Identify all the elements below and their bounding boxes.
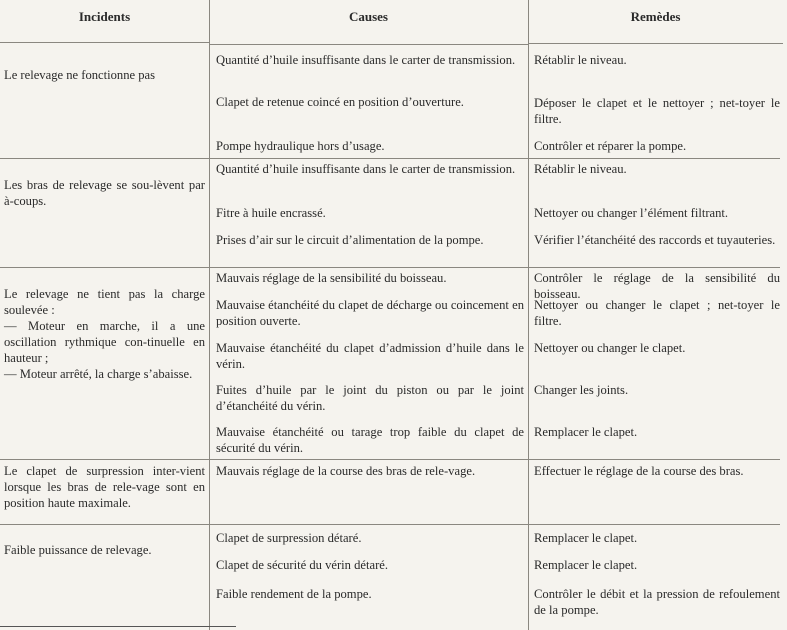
remede-text: Contrôler le réglage de la sensibilité du boisseau. — [534, 271, 780, 301]
remede-text: Nettoyer ou changer le clapet. — [534, 341, 686, 355]
header-rule — [0, 42, 209, 43]
header-remedes: Remèdes — [630, 9, 681, 24]
remede-text: Nettoyer ou changer l’élément filtrant. — [534, 206, 729, 220]
cause-text: Prises d’air sur le circuit d’alimentation de la pompe. — [216, 233, 484, 247]
header-incidents: Incidents — [78, 9, 131, 24]
remede-text: Rétablir le niveau. — [534, 53, 627, 67]
row-separator — [0, 459, 780, 460]
remede-text: Remplacer le clapet. — [534, 531, 638, 545]
header-rule — [528, 43, 783, 44]
cause-text: Faible rendement de la pompe. — [216, 587, 372, 601]
incident-text: Le clapet de surpression inter-vient lorsque les bras de rele-vage sont en position haute maximale. — [4, 464, 205, 510]
cause-text: Clapet de sécurité du vérin détaré. — [216, 558, 389, 572]
remede-text: Contrôler et réparer la pompe. — [534, 139, 687, 153]
remede-text: Remplacer le clapet. — [534, 558, 638, 572]
row-separator — [0, 524, 780, 525]
cause-text: Pompe hydraulique hors d’usage. — [216, 139, 385, 153]
cause-text: Mauvaise étanchéité ou tarage trop faible du clapet de sécurité du vérin. — [216, 425, 524, 455]
cause-text: Clapet de retenue coincé en position d’ouverture. — [216, 95, 464, 109]
remede-text: Effectuer le réglage de la course des bras. — [534, 464, 744, 478]
cause-text: Fuites d’huile par le joint du piston ou par le joint d’étanchéité du vérin. — [216, 383, 524, 413]
row-separator — [0, 267, 780, 268]
cause-text: Mauvaise étanchéité du clapet d’admission d’huile dans le vérin. — [216, 341, 524, 371]
cause-text: Mauvais réglage de la sensibilité du boisseau. — [216, 271, 447, 285]
cause-text: Mauvais réglage de la course des bras de rele-vage. — [216, 464, 476, 478]
remede-text: Remplacer le clapet. — [534, 425, 638, 439]
column-divider-2 — [528, 0, 529, 630]
incident-text: Le relevage ne fonctionne pas — [4, 68, 156, 82]
remede-text: Changer les joints. — [534, 383, 629, 397]
cause-text: Quantité d’huile insuffisante dans le carter de transmission. — [216, 53, 516, 67]
cause-text: Quantité d’huile insuffisante dans le carter de transmission. — [216, 162, 516, 176]
remede-text: Nettoyer ou changer le clapet ; net-toyer le filtre. — [534, 298, 780, 328]
remede-text: Contrôler le débit et la pression de refoulement de la pompe. — [534, 587, 780, 617]
remede-text: Rétablir le niveau. — [534, 162, 627, 176]
header-causes: Causes — [348, 9, 388, 24]
cause-text: Mauvaise étanchéité du clapet de décharge ou coincement en position ouverte. — [216, 298, 524, 328]
incident-text: Le relevage ne tient pas la charge soulevée : — Moteur en marche, il a une oscillation rythmique con-tinuelle en hauteur ; — Moteur arrêté, la charge s’abaisse. — [4, 287, 205, 381]
cause-text: Fitre à huile encrassé. — [216, 206, 326, 220]
footer-rule — [0, 626, 236, 627]
header-rule — [209, 44, 528, 45]
incident-text: Les bras de relevage se sou-lèvent par à-coups. — [4, 178, 205, 208]
row-separator — [0, 158, 780, 159]
cause-text: Clapet de surpression détaré. — [216, 531, 362, 545]
column-divider-1 — [209, 0, 210, 630]
remede-text: Vérifier l’étanchéité des raccords et tuyauteries. — [534, 233, 776, 247]
remede-text: Déposer le clapet et le nettoyer ; net-toyer le filtre. — [534, 96, 780, 126]
incident-text: Faible puissance de relevage. — [4, 543, 152, 557]
